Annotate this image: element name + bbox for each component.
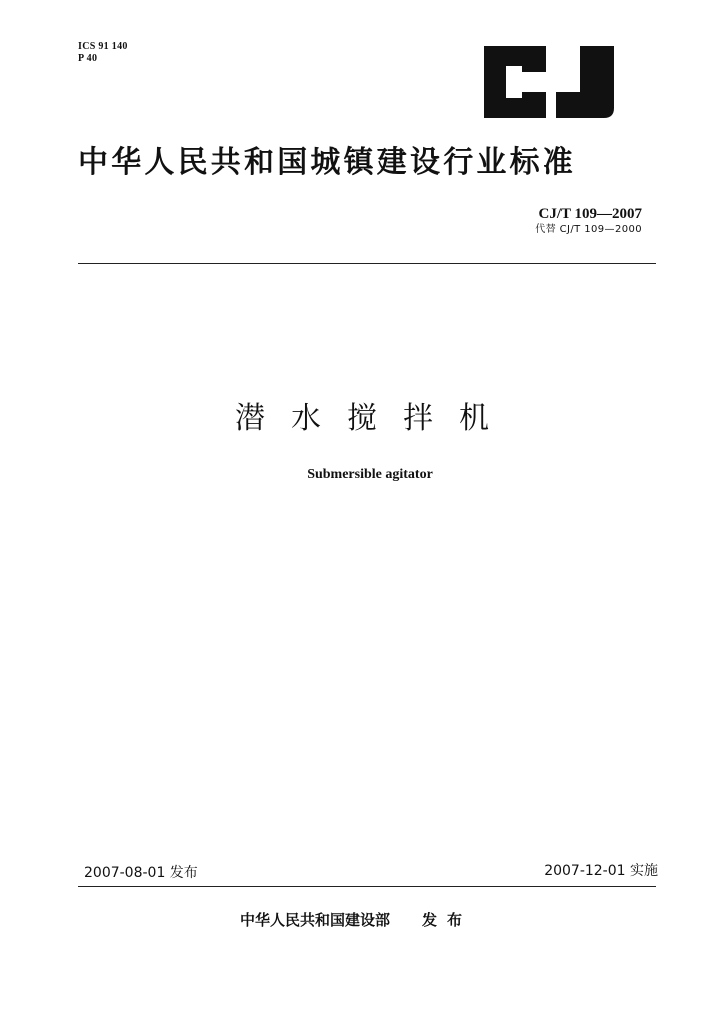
replaces-standard: 代替 CJ/T 109—2000	[535, 224, 642, 235]
document-title-en: Submersible agitator	[307, 467, 433, 482]
implementation-date: 2007-12-01 实施	[544, 863, 658, 879]
publish-label: 发布	[422, 911, 473, 929]
cj-logo	[478, 46, 618, 118]
header-divider	[78, 263, 656, 264]
logo-letter-j	[556, 46, 614, 118]
document-title-cn: 潜水搅拌机	[235, 401, 515, 436]
issuer-name: 中华人民共和国建设部	[240, 911, 391, 929]
issuer-line	[240, 910, 472, 930]
ics-code: ICS 91 140	[78, 41, 128, 52]
footer-divider	[78, 886, 656, 887]
issue-date: 2007-08-01 发布	[84, 865, 198, 881]
standard-number-block	[535, 205, 642, 236]
standard-category-title: 中华人民共和国城镇建设行业标准	[78, 145, 576, 180]
logo-letter-c	[484, 46, 546, 118]
classification-codes	[78, 41, 128, 65]
standard-code: CJ/T 109—2007	[538, 206, 642, 222]
ccs-code: P 40	[78, 53, 98, 64]
